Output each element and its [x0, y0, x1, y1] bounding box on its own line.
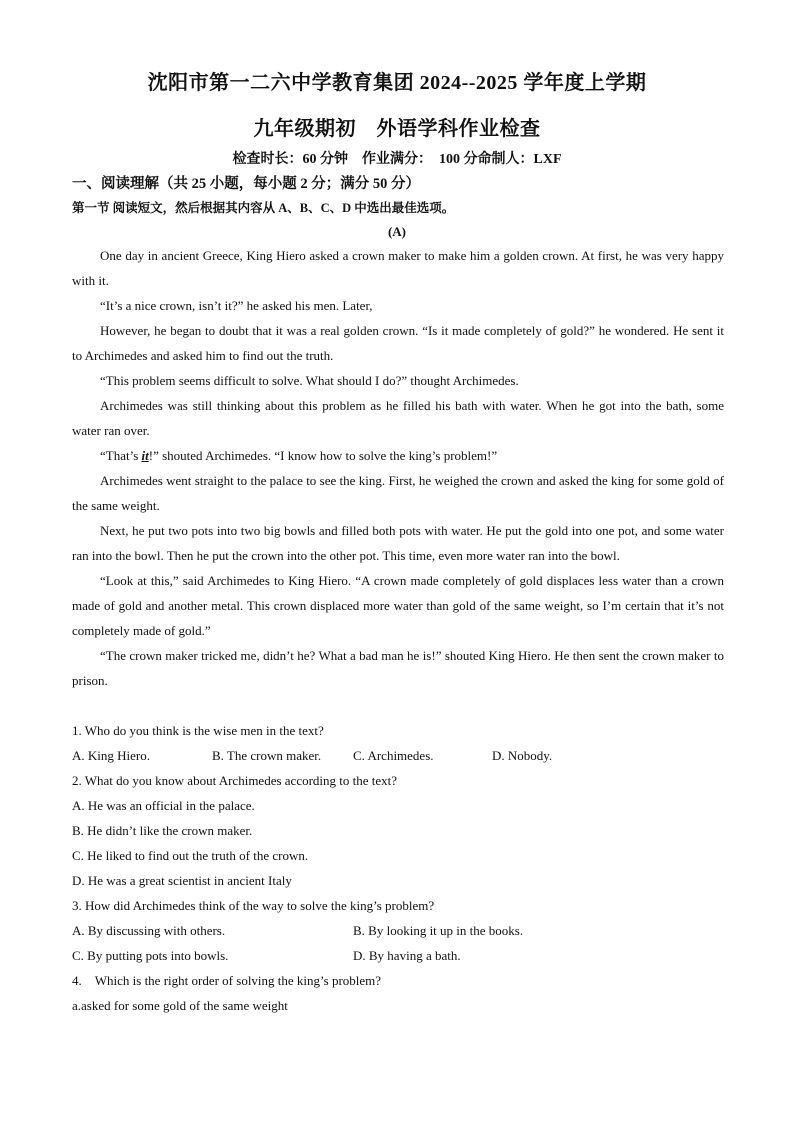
passage-paragraph: “This problem seems difficult to solve. What should I do?” thought Archimedes.	[100, 373, 519, 388]
question-4-item-a: a.asked for some gold of the same weight	[72, 998, 288, 1013]
passage-paragraph: Archimedes was still thinking about this problem as he filled his bath with water. When he got into the bath, some water ran over.	[72, 398, 724, 438]
option-b: B. He didn’t like the crown maker.	[72, 823, 253, 838]
passage-paragraph: “Look at this,” said Archimedes to King Hiero. “A crown made completely of gold displaces less water than a crown made of gold and another metal. This crown displaced more water than gold of the same weight, so I’m certain that it’s not completely made of gold.”	[72, 573, 724, 638]
exam-subtitle: 九年级期初 外语学科作业检查	[253, 118, 541, 140]
option-b: B. The crown maker.	[212, 748, 322, 763]
option-c: C. Archimedes.	[353, 748, 434, 763]
section-heading: 一、阅读理解（共 25 小题，每小题 2 分；满分 50 分）	[72, 176, 420, 192]
passage-paragraph: Next, he put two pots into two big bowls and filled both pots with water. He put the gold into one pot, and some water ran into the bowl. Then he put the crown into the other pot. This time, even more water ran into the bowl.	[72, 523, 724, 563]
emphasized-word: it	[141, 448, 149, 463]
exam-meta: 检查时长：60 分钟 作业满分： 100 分命制人：LXF	[232, 152, 562, 167]
option-c: C. He liked to find out the truth of the crown.	[72, 848, 309, 863]
option-c: C. By putting pots into bowls.	[72, 948, 229, 963]
question-3-options-row2	[72, 943, 724, 968]
passage-paragraph: However, he began to doubt that it was a real golden crown. “Is it made completely of gold?” he wondered. He sent it to Archimedes and asked him to find out the truth.	[72, 323, 724, 363]
passage-paragraph: “It’s a nice crown, isn’t it?” he asked his men. Later,	[100, 298, 373, 313]
quote-suffix: !” shouted Archimedes. “I know how to solve the king’s problem!”	[148, 448, 498, 463]
option-d: D. He was a great scientist in ancient Italy	[72, 873, 292, 888]
passage-paragraph: Archimedes went straight to the palace to see the king. First, he weighed the crown and asked the king for some gold of the same weight.	[72, 473, 724, 513]
exam-title: 沈阳市第一二六中学教育集团 2024--2025 学年度上学期	[147, 72, 647, 94]
quote-prefix: “That’s	[100, 448, 142, 463]
option-b: B. By looking it up in the books.	[353, 923, 524, 938]
passage-paragraph: One day in ancient Greece, King Hiero asked a crown maker to make him a golden crown. At first, he was very happy with it.	[72, 248, 724, 288]
passage-label: (A)	[387, 224, 407, 239]
passage-paragraph	[72, 443, 724, 468]
option-a: A. By discussing with others.	[72, 923, 226, 938]
section-instructions: 第一节 阅读短文，然后根据其内容从 A、B、C、D 中选出最佳选项。	[72, 201, 455, 215]
option-d: D. Nobody.	[492, 748, 553, 763]
option-a: A. King Hiero.	[72, 748, 150, 763]
questions	[72, 718, 724, 1018]
option-d: D. By having a bath.	[353, 948, 461, 963]
question-3-options-row1	[72, 918, 724, 943]
passage-paragraph: “The crown maker tricked me, didn’t he? What a bad man he is!” shouted King Hiero. He then sent the crown maker to prison.	[72, 648, 724, 688]
question-3: 3. How did Archimedes think of the way to solve the king’s problem?	[72, 898, 435, 913]
passage	[72, 243, 724, 693]
question-2: 2. What do you know about Archimedes according to the text?	[72, 773, 398, 788]
option-a: A. He was an official in the palace.	[72, 798, 255, 813]
question-1-options	[72, 743, 724, 768]
question-4: 4. Which is the right order of solving the king’s problem?	[72, 973, 382, 988]
question-1: 1. Who do you think is the wise men in the text?	[72, 723, 324, 738]
